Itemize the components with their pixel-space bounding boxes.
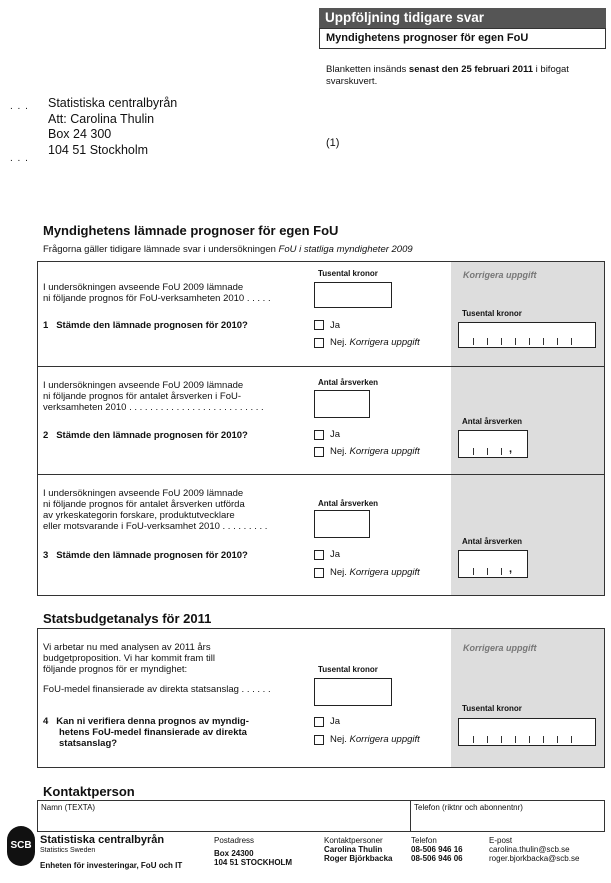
footer-contacts — [324, 836, 392, 863]
footer-emails — [489, 836, 579, 863]
footer — [0, 824, 611, 880]
q1-yes-checkbox[interactable] — [314, 320, 324, 330]
q3-number: 3 — [43, 550, 49, 561]
footer-unit: Enheten för investeringar, FoU och IT — [40, 861, 183, 870]
q2-unit-label: Antal årsverken — [318, 378, 379, 387]
form-title: Uppföljning tidigare svar — [319, 8, 606, 28]
q3-decimal-comma: , — [509, 563, 513, 575]
q1-number: 1 — [43, 320, 49, 331]
q4-yes-checkbox[interactable] — [314, 717, 324, 727]
q2-no-checkbox[interactable] — [314, 447, 324, 457]
footer-email-1[interactable]: carolina.thulin@scb.se — [489, 845, 570, 854]
footer-phone-1: 08-506 946 16 — [411, 845, 463, 854]
q2-yes-checkbox[interactable] — [314, 430, 324, 440]
q3-yes-checkbox[interactable] — [314, 550, 324, 560]
q4-no-label — [330, 734, 420, 745]
q4-no-correct: Korrigera uppgift — [349, 734, 420, 745]
q1-text — [43, 282, 271, 304]
q1-digit-ticks — [459, 337, 595, 345]
footer-contact-2: Roger Björkbacka — [324, 854, 393, 863]
q4-digit-ticks — [459, 735, 595, 743]
footer-postal-line1: Box 24300 — [214, 849, 254, 858]
footer-phones — [411, 836, 463, 863]
q4-no-checkbox[interactable] — [314, 735, 324, 745]
footer-postal-label: Postadress — [214, 836, 255, 845]
q3-text-line2: ni följande prognos för antalet årsverken utförda — [43, 499, 245, 510]
q1-correct-unit: Tusental kronor — [462, 309, 522, 318]
q4-unit-label: Tusental kronor — [318, 665, 378, 674]
q1-prognosis-field — [314, 282, 392, 308]
address-line-1: Statistiska centralbyrån — [48, 96, 178, 110]
q4-correction-field[interactable] — [458, 718, 596, 746]
q4-text — [43, 642, 271, 695]
questions-panel-1 — [37, 261, 605, 596]
deadline-post: i bifogat svarskuvert. — [326, 64, 569, 87]
q1-no-checkbox[interactable] — [314, 338, 324, 348]
section2-heading: Statsbudgetanalys för 2011 — [43, 611, 212, 626]
q4-question-line2: hetens FoU-medel finansierade av direkta — [59, 727, 247, 738]
q3-text — [43, 488, 267, 532]
q2-text-line1: I undersökningen avseende FoU 2009 lämnade — [43, 380, 244, 391]
deadline-date: senast den 25 februari 2011 — [408, 64, 534, 75]
footer-postal — [214, 836, 292, 867]
q2-yes-label: Ja — [330, 429, 341, 440]
deadline-pre: Blanketten insänds — [326, 64, 409, 75]
q2-question — [43, 430, 248, 441]
section1-intro — [43, 244, 413, 255]
footer-contacts-label: Kontaktpersoner — [324, 836, 383, 845]
footer-phone-2: 08-506 946 06 — [411, 854, 463, 863]
scb-logo: SCB — [7, 826, 35, 866]
q2-no-label — [330, 446, 420, 457]
q3-yes-label: Ja — [330, 549, 341, 560]
q4-number: 4 — [43, 716, 49, 727]
q1-no-correct: Korrigera uppgift — [349, 337, 420, 348]
q1-text-line1: I undersökningen avseende FoU 2009 lämnade — [43, 282, 244, 293]
q1-yes-label: Ja — [330, 320, 341, 331]
q4-text-line1: Vi arbetar nu med analysen av 2011 års — [43, 642, 211, 653]
contact-phone-label: Telefon (riktnr och abonnentnr) — [414, 803, 523, 812]
q3-no-label — [330, 567, 420, 578]
footer-phone-label: Telefon — [411, 836, 437, 845]
questions-panel-2 — [37, 628, 605, 768]
divider-q1-q2 — [38, 366, 604, 367]
address-dots-bottom: . . . — [10, 153, 29, 164]
q4-yes-label: Ja — [330, 716, 341, 727]
footer-email-label: E-post — [489, 836, 513, 845]
q4-text-line3: följande prognos för er myndighet: — [43, 664, 188, 675]
footer-postal-line2: 104 51 STOCKHOLM — [214, 858, 293, 867]
q4-question-line3: statsanslag? — [59, 738, 118, 749]
q3-question — [43, 550, 248, 561]
q4-text-line4: FoU-medel finansierade av direkta statsanslag . . . . . . — [43, 684, 271, 695]
q1-question — [43, 320, 248, 331]
q3-unit-label: Antal årsverken — [318, 499, 379, 508]
q3-no-text: Nej. — [330, 567, 350, 578]
q2-correction-field[interactable] — [458, 430, 528, 458]
q2-digit-ticks — [459, 447, 527, 455]
section1-intro-survey: FoU i statliga myndigheter 2009 — [278, 244, 413, 255]
q4-question — [43, 716, 249, 749]
q2-no-correct: Korrigera uppgift — [349, 446, 420, 457]
section1-heading: Myndighetens lämnade prognoser för egen FoU — [43, 223, 339, 238]
q2-question-text: Stämde den lämnade prognosen för 2010? — [56, 430, 248, 441]
q2-number: 2 — [43, 430, 49, 441]
divider-q2-q3 — [38, 474, 604, 475]
q4-correct-unit: Tusental kronor — [462, 704, 522, 713]
q2-prognosis-field — [314, 390, 370, 418]
q3-digit-ticks — [459, 567, 527, 575]
address-line-4: 104 51 Stockholm — [48, 142, 149, 157]
q4-no-text: Nej. — [330, 734, 350, 745]
q1-question-text: Stämde den lämnade prognosen för 2010? — [56, 320, 248, 331]
section1-intro-text: Frågorna gäller tidigare lämnade svar i undersökningen — [43, 244, 279, 255]
q1-no-label — [330, 337, 420, 348]
form-subtitle: Myndighetens prognoser för egen FoU — [319, 28, 606, 49]
q3-text-line4: eller motsvarande i FoU-verksamhet 2010 . . . . . . . . . — [43, 521, 268, 532]
q2-text — [43, 380, 264, 413]
q1-correct-header: Korrigera uppgift — [463, 270, 537, 280]
q3-prognosis-field — [314, 510, 370, 538]
footer-org-name: Statistiska centralbyrån — [40, 834, 165, 846]
address-line-3: Box 24 300 — [48, 127, 112, 141]
q4-question-line1: Kan ni verifiera denna prognos av myndig- — [56, 716, 249, 727]
recipient-address — [48, 96, 177, 158]
q3-correct-unit: Antal årsverken — [462, 537, 523, 546]
q2-no-text: Nej. — [330, 446, 350, 457]
footer-org-sub: Statistics Sweden — [40, 847, 96, 854]
q2-decimal-comma: , — [509, 443, 513, 455]
q2-correct-unit: Antal årsverken — [462, 417, 523, 426]
q1-correction-field[interactable] — [458, 322, 596, 348]
footer-contact-1: Carolina Thulin — [324, 845, 383, 854]
q1-no-text: Nej. — [330, 337, 350, 348]
q1-unit-label: Tusental kronor — [318, 269, 378, 278]
q1-text-line2: ni följande prognos för FoU-verksamheten 2010 . . . . . — [43, 293, 271, 304]
q3-text-line1: I undersökningen avseende FoU 2009 lämnade — [43, 488, 244, 499]
q2-text-line3: verksamheten 2010 . . . . . . . . . . . . . . . . . . . . . . . . . . — [43, 402, 264, 413]
q3-correction-field[interactable] — [458, 550, 528, 578]
contact-heading: Kontaktperson — [43, 784, 135, 799]
address-line-2: Att: Carolina Thulin — [48, 111, 155, 126]
deadline-note — [326, 64, 586, 88]
q4-prognosis-field — [314, 678, 392, 706]
contact-name-label: Namn (TEXTA) — [41, 803, 96, 812]
q3-no-correct: Korrigera uppgift — [349, 567, 420, 578]
q4-correct-header: Korrigera uppgift — [463, 643, 537, 653]
q3-text-line3: av yrkeskategorin forskare, produktutvecklare — [43, 510, 235, 521]
q3-no-checkbox[interactable] — [314, 568, 324, 578]
q4-text-line2: budgetproposition. Vi har kommit fram till — [43, 653, 215, 664]
footer-email-2[interactable]: roger.bjorkbacka@scb.se — [489, 854, 580, 863]
page-number: (1) — [326, 137, 340, 149]
address-dots-top: . . . — [10, 101, 29, 112]
q3-question-text: Stämde den lämnade prognosen för 2010? — [56, 550, 248, 561]
q2-text-line2: ni följande prognos för antalet årsverken i FoU- — [43, 391, 242, 402]
